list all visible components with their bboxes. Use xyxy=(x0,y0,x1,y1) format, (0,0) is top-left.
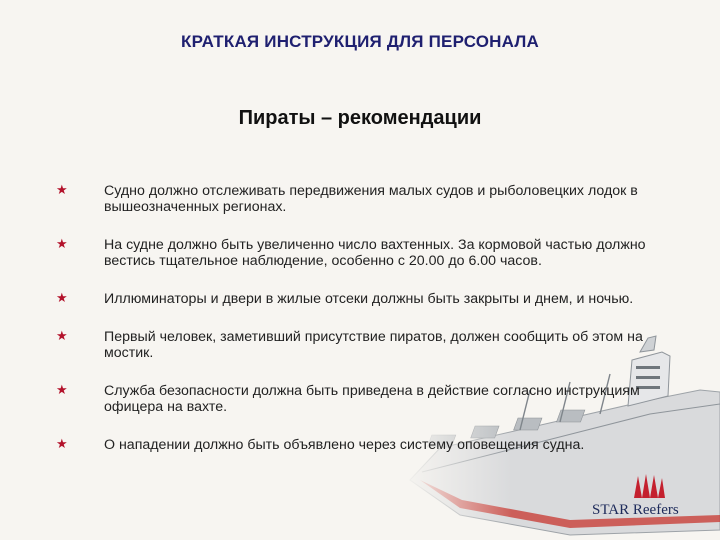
red-star-icon: ★ xyxy=(56,290,68,305)
red-star-icon: ★ xyxy=(56,328,68,343)
sails-icon xyxy=(632,472,666,500)
list-item xyxy=(56,237,666,269)
list-item-text: Судно должно отслеживать передвижения малых судов и рыболовецких лодок в вышеозначенных регионах. xyxy=(104,183,638,215)
logo-text: STAR Reefers xyxy=(592,502,679,518)
list-item-text: На судне должно быть увеличенно число вахтенных. За кормовой частью должно вестись тщательное наблюдение, особенно с 20.00 до 6.00 часов. xyxy=(104,237,646,269)
page-subtitle: Пираты – рекомендации xyxy=(238,107,482,129)
recommendations-list xyxy=(56,183,666,453)
list-item xyxy=(56,329,666,361)
list-item xyxy=(56,291,666,307)
list-item-text: Иллюминаторы и двери в жилые отсеки должны быть закрыты и днем, и ночью. xyxy=(104,291,634,307)
red-star-icon: ★ xyxy=(56,436,68,451)
red-star-icon: ★ xyxy=(56,182,68,197)
page-header: КРАТКАЯ ИНСТРУКЦИЯ ДЛЯ ПЕРСОНАЛА xyxy=(181,32,539,51)
list-item xyxy=(56,383,666,415)
company-logo xyxy=(592,472,702,524)
list-item-text: О нападении должно быть объявлено через систему оповещения судна. xyxy=(104,437,585,453)
red-star-icon: ★ xyxy=(56,382,68,397)
red-star-icon: ★ xyxy=(56,236,68,251)
list-item-text: Служба безопасности должна быть приведена в действие согласно инструкциям офицера на вахте. xyxy=(104,383,640,415)
list-item xyxy=(56,183,666,215)
list-item xyxy=(56,437,666,453)
list-item-text: Первый человек, заметивший присутствие пиратов, должен сообщить об этом на мостик. xyxy=(104,329,643,361)
